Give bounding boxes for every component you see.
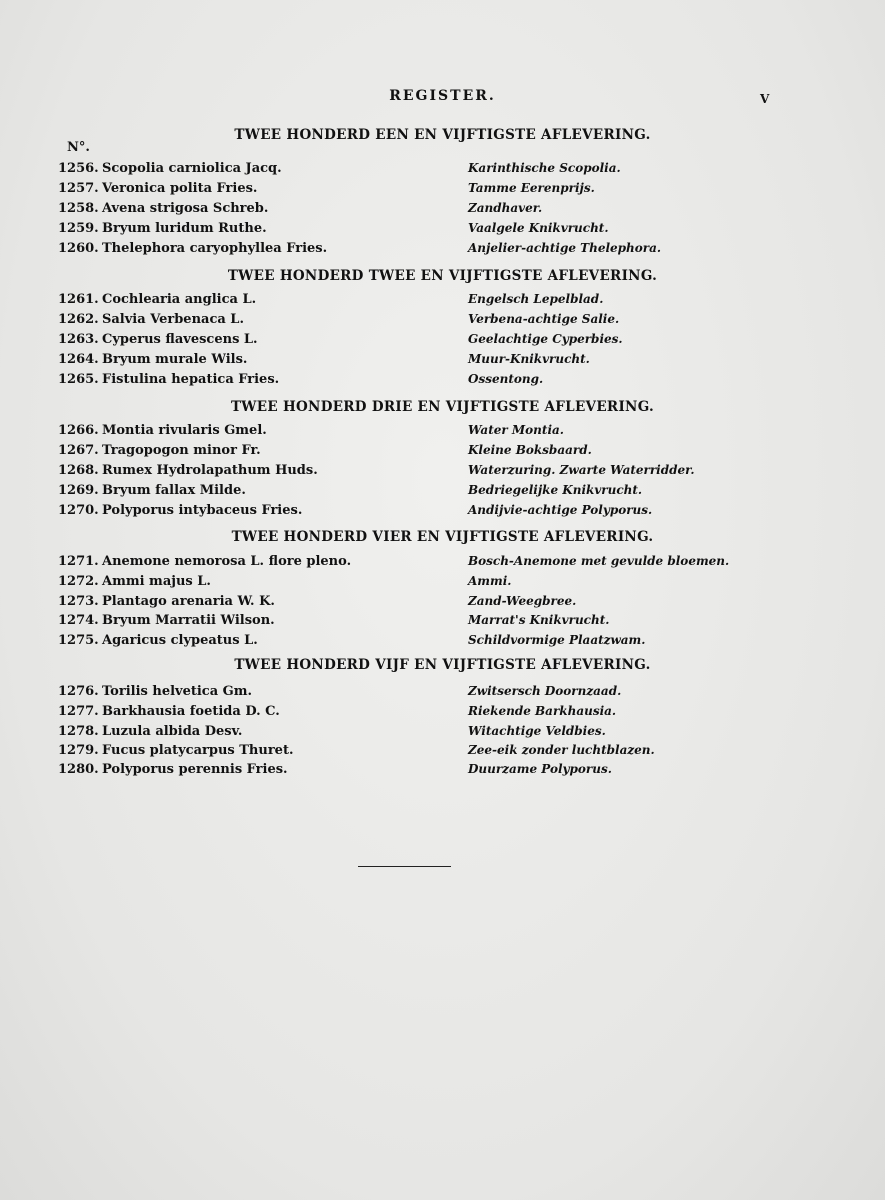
- entry-common-name: Ossentong.: [468, 372, 544, 386]
- entry-common-name: Water Montia.: [468, 423, 564, 437]
- entry-common-name: Zwitsersch Doornzaad.: [468, 684, 622, 698]
- entry-common-name: Vaalgele Knikvrucht.: [468, 221, 609, 235]
- entry-latin-name: Tragopogon minor Fr.: [102, 443, 261, 458]
- entry-number: 1262.: [58, 312, 99, 327]
- entry-common-name: Ammi.: [468, 574, 512, 588]
- entry-latin-name: Torilis helvetica Gm.: [102, 684, 253, 699]
- entry-common-name: Engelsch Lepelblad.: [468, 292, 604, 306]
- entry-common-name: Verbena-achtige Salie.: [468, 312, 620, 326]
- list-item: [0, 181, 885, 201]
- list-item: [0, 443, 885, 463]
- entry-common-name: Zee-eik zonder luchtblazen.: [468, 743, 655, 757]
- list-item: [0, 554, 885, 574]
- section-title: TWEE HONDERD EEN EN VIJFTIGSTE AFLEVERING.: [234, 127, 651, 143]
- entry-number: 1279.: [58, 743, 99, 758]
- entry-number: 1272.: [58, 574, 99, 589]
- entry-latin-name: Barkhausia foetida D. C.: [102, 704, 280, 719]
- entry-latin-name: Luzula albida Desv.: [102, 724, 243, 739]
- list-item: [0, 483, 885, 503]
- entry-latin-name: Cochlearia anglica L.: [102, 292, 257, 307]
- entry-common-name: Anjelier-achtige Thelephora.: [468, 241, 662, 255]
- entry-latin-name: Thelephora caryophyllea Fries.: [102, 241, 328, 256]
- entry-latin-name: Agaricus clypeatus L.: [102, 633, 258, 648]
- list-item: [0, 503, 885, 523]
- entry-latin-name: Fistulina hepatica Fries.: [102, 372, 280, 387]
- entry-common-name: Schildvormige Plaatzwam.: [468, 633, 646, 647]
- entry-latin-name: Avena strigosa Schreb.: [102, 201, 269, 216]
- entry-common-name: Riekende Barkhausia.: [468, 704, 617, 718]
- entry-number: 1263.: [58, 332, 99, 347]
- entry-latin-name: Salvia Verbenaca L.: [102, 312, 244, 327]
- entry-number: 1266.: [58, 423, 99, 438]
- entry-latin-name: Bryum fallax Milde.: [102, 483, 246, 498]
- list-item: [0, 161, 885, 181]
- entry-latin-name: Ammi majus L.: [102, 574, 211, 589]
- entry-latin-name: Montia rivularis Gmel.: [102, 423, 267, 438]
- list-item: [0, 684, 885, 704]
- entry-common-name: Geelachtige Cyperbies.: [468, 332, 623, 346]
- entry-common-name: Zand-Weegbree.: [468, 594, 577, 608]
- list-item: [0, 241, 885, 261]
- entry-common-name: Karinthische Scopolia.: [468, 161, 621, 175]
- list-item: [0, 201, 885, 221]
- entry-common-name: Kleine Boksbaard.: [468, 443, 592, 457]
- list-item: [0, 724, 885, 744]
- entry-common-name: Bedriegelijke Knikvrucht.: [468, 483, 643, 497]
- list-item: [0, 221, 885, 241]
- page-title: REGISTER.: [389, 88, 496, 104]
- list-item: [0, 613, 885, 633]
- entry-latin-name: Fucus platycarpus Thuret.: [102, 743, 294, 758]
- entry-number: 1261.: [58, 292, 99, 307]
- list-item: [0, 372, 885, 392]
- entry-latin-name: Polyporus intybaceus Fries.: [102, 503, 303, 518]
- end-rule-divider: [358, 866, 451, 867]
- entry-number: 1278.: [58, 724, 99, 739]
- list-item: [0, 704, 885, 724]
- entry-latin-name: Veronica polita Fries.: [102, 181, 258, 196]
- list-item: [0, 762, 885, 782]
- entry-number: 1271.: [58, 554, 99, 569]
- section-title: TWEE HONDERD DRIE EN VIJFTIGSTE AFLEVERING.: [230, 399, 655, 415]
- entry-number: 1277.: [58, 704, 99, 719]
- entry-number: 1269.: [58, 483, 99, 498]
- entry-common-name: Bosch-Anemone met gevulde bloemen.: [468, 554, 730, 568]
- list-item: [0, 423, 885, 443]
- entry-number: 1280.: [58, 762, 99, 777]
- entry-number: 1259.: [58, 221, 99, 236]
- entry-number: 1258.: [58, 201, 99, 216]
- list-item: [0, 594, 885, 614]
- entry-common-name: Witachtige Veldbies.: [468, 724, 606, 738]
- entry-number: 1260.: [58, 241, 99, 256]
- entry-number: 1273.: [58, 594, 99, 609]
- list-item: [0, 743, 885, 763]
- list-item: [0, 574, 885, 594]
- entry-number: 1256.: [58, 161, 99, 176]
- page-number: V: [760, 92, 770, 106]
- entry-number: 1268.: [58, 463, 99, 478]
- list-item: [0, 352, 885, 372]
- entry-number: 1275.: [58, 633, 99, 648]
- number-column-label: N°.: [67, 140, 90, 155]
- entry-common-name: Tamme Eerenprijs.: [468, 181, 595, 195]
- entry-latin-name: Bryum murale Wils.: [102, 352, 248, 367]
- entry-common-name: Duurzame Polyporus.: [468, 762, 612, 776]
- entry-common-name: Marrat's Knikvrucht.: [468, 613, 610, 627]
- entry-number: 1276.: [58, 684, 99, 699]
- section-title: TWEE HONDERD TWEE EN VIJFTIGSTE AFLEVERING.: [227, 268, 658, 284]
- entry-latin-name: Polyporus perennis Fries.: [102, 762, 288, 777]
- entry-number: 1270.: [58, 503, 99, 518]
- entry-number: 1267.: [58, 443, 99, 458]
- list-item: [0, 332, 885, 352]
- entry-latin-name: Bryum luridum Ruthe.: [102, 221, 267, 236]
- entry-common-name: Zandhaver.: [468, 201, 543, 215]
- entry-number: 1265.: [58, 372, 99, 387]
- list-item: [0, 463, 885, 483]
- section-title: TWEE HONDERD VIER EN VIJFTIGSTE AFLEVERING.: [231, 529, 654, 545]
- list-item: [0, 292, 885, 312]
- list-item: [0, 312, 885, 332]
- entry-common-name: Waterzuring. Zwarte Waterridder.: [468, 463, 695, 477]
- entry-latin-name: Plantago arenaria W. K.: [102, 594, 275, 609]
- entry-number: 1257.: [58, 181, 99, 196]
- entry-number: 1264.: [58, 352, 99, 367]
- entry-common-name: Andijvie-achtige Polyporus.: [468, 503, 653, 517]
- section-title: TWEE HONDERD VIJF EN VIJFTIGSTE AFLEVERING.: [234, 657, 651, 673]
- entry-latin-name: Cyperus flavescens L.: [102, 332, 258, 347]
- list-item: [0, 633, 885, 653]
- entry-latin-name: Bryum Marratii Wilson.: [102, 613, 275, 628]
- entry-number: 1274.: [58, 613, 99, 628]
- entry-latin-name: Anemone nemorosa L. flore pleno.: [102, 554, 352, 569]
- entry-latin-name: Scopolia carniolica Jacq.: [102, 161, 282, 176]
- entry-common-name: Muur-Knikvrucht.: [468, 352, 590, 366]
- entry-latin-name: Rumex Hydrolapathum Huds.: [102, 463, 318, 478]
